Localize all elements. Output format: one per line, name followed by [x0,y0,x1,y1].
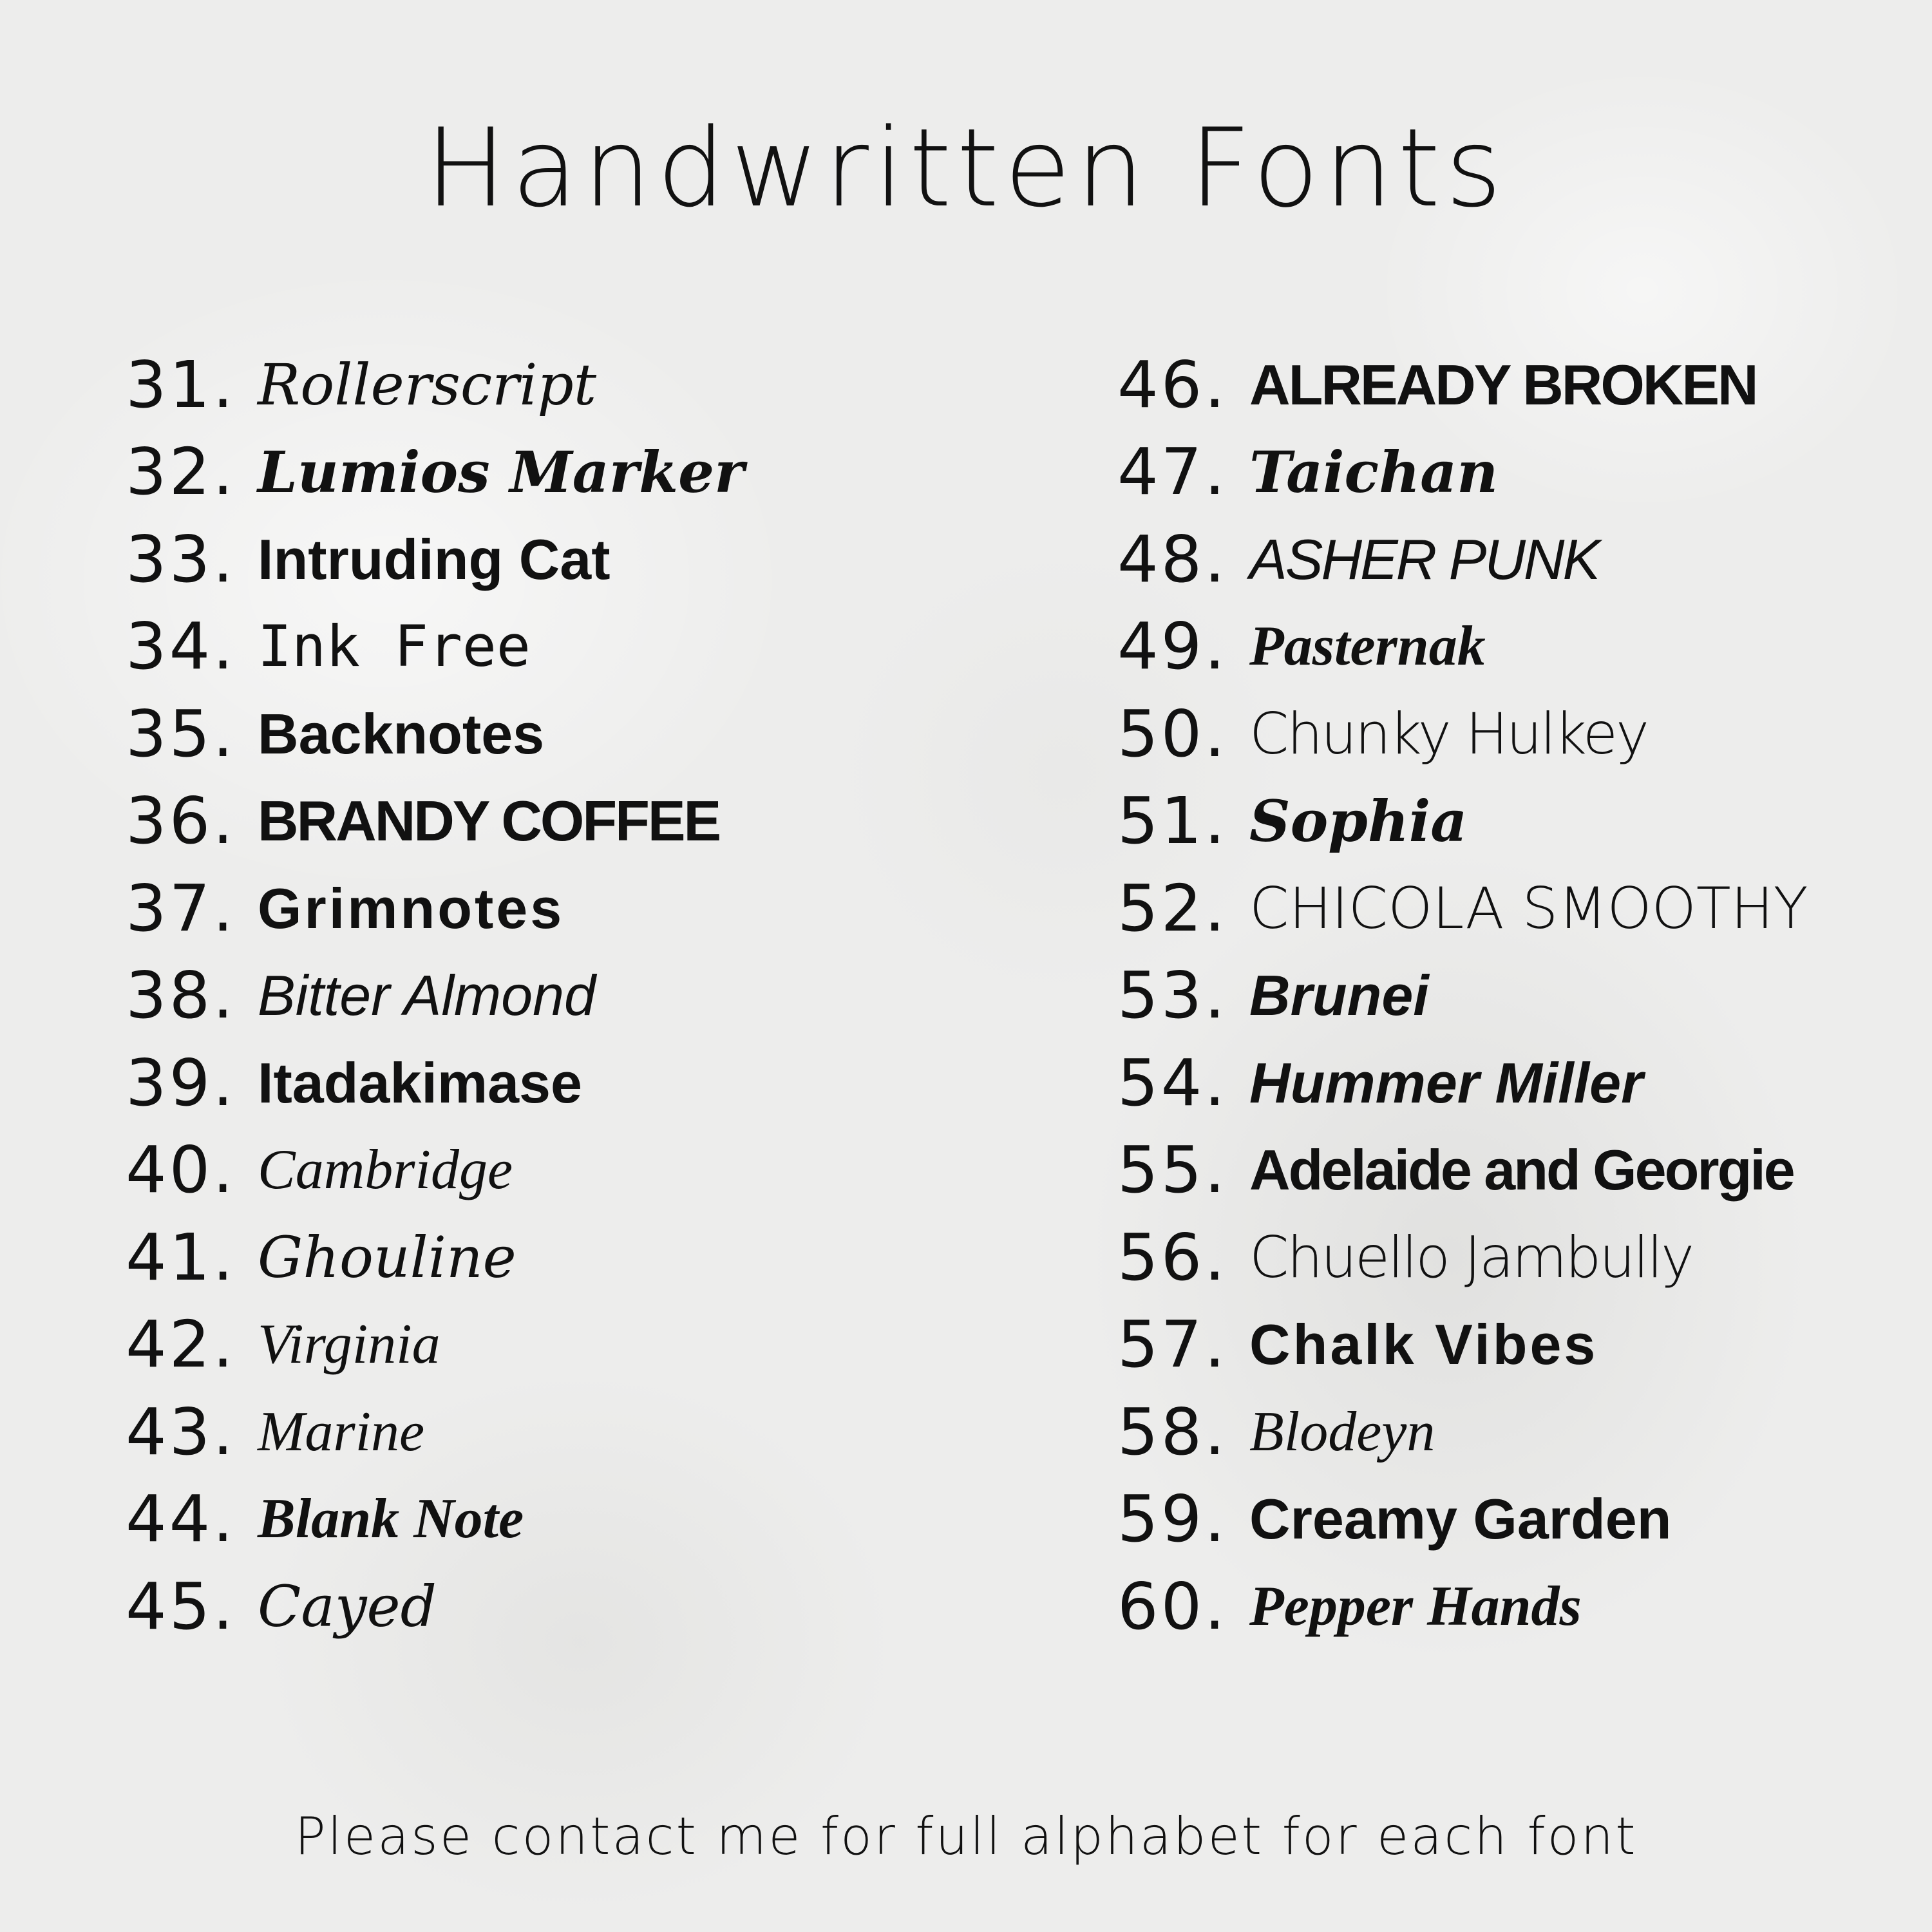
font-list-item [126,1214,963,1302]
font-number: 39. [126,1045,236,1121]
font-name: Cayed [258,1573,437,1640]
font-name: Intruding Cat [258,527,611,591]
font-list-item [126,1563,963,1651]
font-list-item [1117,690,1909,778]
font-name: Hummer Miller [1249,1050,1643,1115]
font-name: Marine [258,1400,425,1463]
font-name: Taichan [1249,439,1499,506]
font-name: Chuello Jambully [1249,1224,1693,1291]
font-name: Ghouline [258,1224,516,1291]
font-name: Rollerscript [258,351,597,418]
font-number: 31. [126,346,236,422]
font-number: 51. [1117,783,1228,859]
font-number: 52. [1117,870,1228,946]
font-name: Blodeyn [1249,1400,1435,1463]
font-list-item [126,1127,963,1215]
font-number: 55. [1117,1132,1228,1208]
font-number: 46. [1117,346,1228,422]
font-name: Creamy Garden [1249,1487,1672,1551]
font-number: 53. [1117,958,1228,1034]
font-name: ALREADY BROKEN [1249,352,1757,417]
font-number: 59. [1117,1481,1228,1557]
font-number: 42. [126,1307,236,1383]
font-number: 32. [126,434,236,510]
font-list-item [126,603,963,691]
font-list-item [1117,778,1909,866]
font-name: Ink Free [258,613,531,680]
font-list-right [1117,341,1909,1651]
font-list-item [126,1039,963,1127]
font-list-left [126,341,963,1651]
font-number: 50. [1117,696,1228,772]
font-list-item [1117,516,1909,603]
font-number: 58. [1117,1394,1228,1470]
font-name: Itadakimase [258,1050,582,1115]
font-number: 49. [1117,609,1228,685]
font-list-item [126,952,963,1040]
font-name: Cambridge [258,1139,513,1202]
font-number: 41. [126,1219,236,1295]
font-list-item [126,1476,963,1564]
font-list-item [1117,865,1909,952]
font-list-item [1117,1388,1909,1476]
font-list-item [1117,1214,1909,1302]
font-number: 48. [1117,521,1228,597]
font-name: ASHER PUNK [1249,527,1599,591]
font-list-item [1117,952,1909,1040]
font-number: 56. [1117,1219,1228,1295]
font-list-item [1117,1039,1909,1127]
contact-note: Please contact me for full alphabet for each font [294,1806,1638,1866]
font-list-item [1117,1476,1909,1564]
font-name: Bitter Almond [258,963,596,1028]
font-number: 60. [1117,1568,1228,1644]
font-name: Adelaide and Georgie [1249,1138,1794,1202]
font-number: 34. [126,609,236,685]
font-list-item [126,690,963,778]
font-name: BRANDY COFFEE [258,789,720,853]
font-number: 47. [1117,434,1228,510]
font-number: 45. [126,1568,236,1644]
font-name: Blank Note [258,1488,524,1551]
font-number: 38. [126,958,236,1034]
font-list-item [126,516,963,603]
font-list-item [1117,1302,1909,1389]
font-number: 44. [126,1481,236,1557]
font-list-item [1117,341,1909,429]
font-list-item [126,778,963,866]
font-name: Chalk Vibes [1249,1312,1598,1377]
font-number: 37. [126,870,236,946]
font-list-item [126,1302,963,1389]
font-number: 54. [1117,1045,1228,1121]
font-name: Backnotes [258,701,545,766]
font-list-item [1117,1127,1909,1215]
font-number: 36. [126,783,236,859]
font-list-item [126,865,963,952]
font-list-item [126,341,963,429]
page-title: Handwritten Fonts [425,104,1507,231]
font-list-item [126,429,963,516]
font-number: 57. [1117,1307,1228,1383]
font-list-item [1117,603,1909,691]
font-name: Sophia [1249,788,1468,855]
font-list-item [1117,1563,1909,1651]
font-number: 43. [126,1394,236,1470]
font-number: 35. [126,696,236,772]
font-list-item [1117,429,1909,516]
font-name: Lumios Marker [258,439,744,506]
font-list-item [126,1388,963,1476]
font-number: 33. [126,521,236,597]
font-name: Brunei [1249,963,1429,1028]
font-name: Pepper Hands [1249,1575,1582,1638]
font-name: Pasternak [1249,615,1486,678]
font-name: Grimnotes [258,876,565,940]
font-number: 40. [126,1132,236,1208]
font-name: Chunky Hulkey [1249,700,1648,767]
font-name: CHICOLA SMOOTHY [1249,875,1808,942]
font-name: Virginia [258,1313,440,1376]
